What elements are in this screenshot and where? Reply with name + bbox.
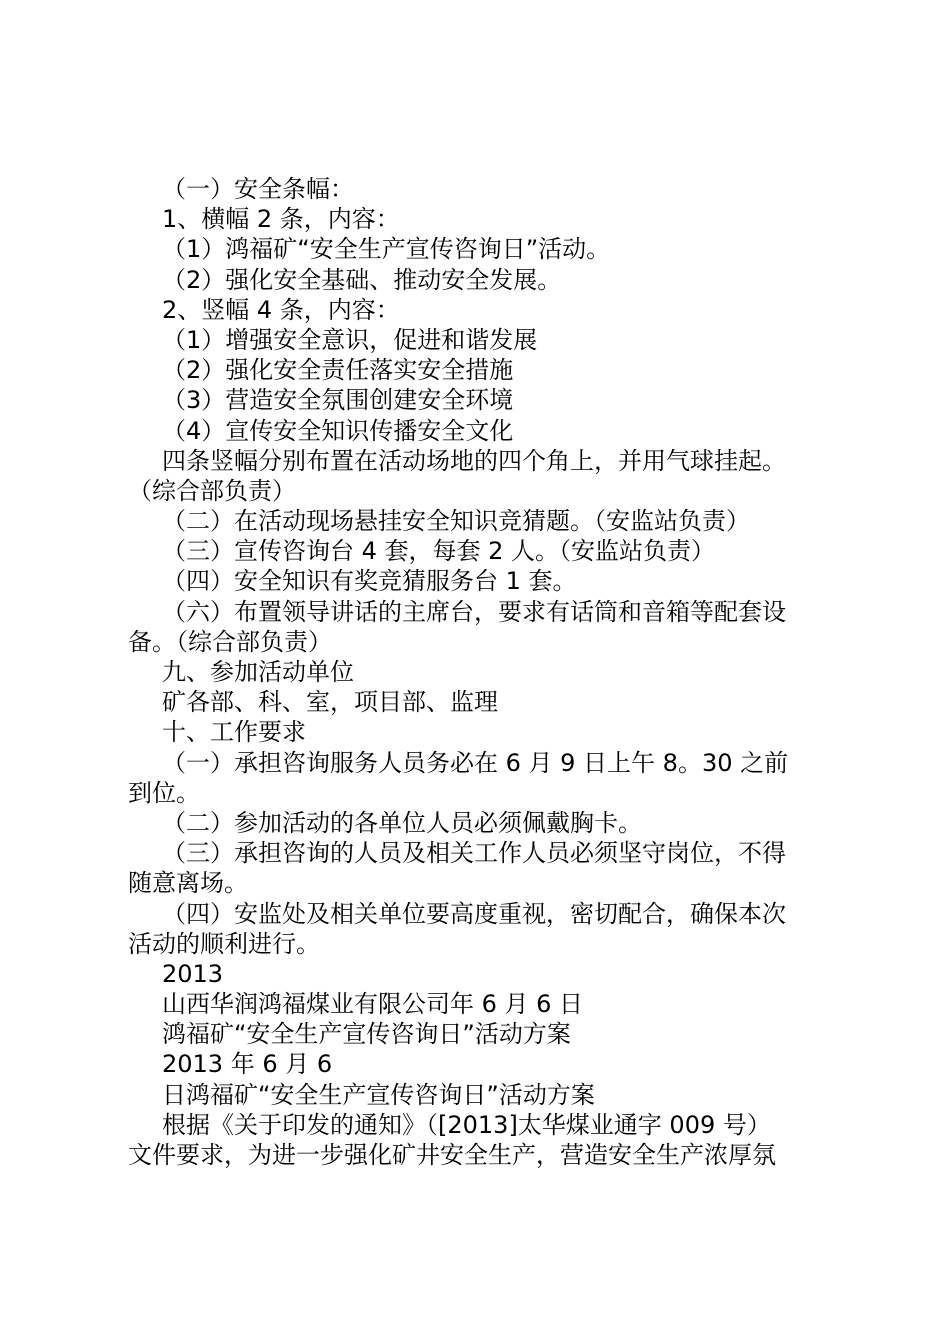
- company-date-line: 山西华润鸿福煤业有限公司年 6 月 6 日: [162, 990, 584, 1019]
- text-line: （四）安监处及相关单位要高度重视，密切配合，确保本次: [162, 899, 786, 928]
- text-line: （1）鸿福矿“安全生产宣传咨询日”活动。: [162, 235, 611, 264]
- text-line: 文件要求，为进一步强化矿井安全生产，营造安全生产浓厚氛: [128, 1141, 776, 1169]
- text-line: 矿各部、科、室，项目部、监理: [162, 688, 498, 717]
- text-line: 1、横幅 2 条，内容：: [162, 205, 400, 234]
- text-line: 随意离场。: [128, 869, 248, 898]
- text-line: （3）营造安全氛围创建安全环境: [162, 386, 514, 415]
- text-line: 到位。: [128, 778, 200, 807]
- text-line: （三）宣传咨询台 4 套，每套 2 人。（安监站负责）: [162, 537, 716, 566]
- date-line: 2013 年 6 月 6: [162, 1050, 333, 1079]
- text-line: （二）在活动现场悬挂安全知识竞猜题。（安监站负责）: [162, 507, 750, 536]
- year-line: 2013: [162, 959, 224, 988]
- text-line: （二）参加活动的各单位人员必须佩戴胸卡。: [162, 808, 642, 837]
- text-line: （2）强化安全基础、推动安全发展。: [162, 265, 562, 294]
- text-line: 活动的顺利进行。: [128, 929, 320, 958]
- section-heading: 十、工作要求: [162, 718, 306, 747]
- text-line: 根据《关于印发的通知》（[2013]太华煤业通字 009 号）: [162, 1110, 771, 1139]
- text-line: （4）宣传安全知识传播安全文化: [162, 416, 514, 445]
- text-line: （1）增强安全意识，促进和谐发展: [162, 325, 538, 354]
- text-line: （六）布置领导讲话的主席台，要求有话筒和音箱等配套设: [162, 597, 786, 626]
- text-line: （四）安全知识有奖竞猜服务台 1 套。: [162, 567, 577, 596]
- document-title-line: 日鸿福矿“安全生产宣传咨询日”活动方案: [162, 1080, 595, 1109]
- text-line: 备。（综合部负责）: [128, 627, 332, 656]
- document-body: [128, 174, 828, 1170]
- text-line: （综合部负责）: [128, 476, 296, 505]
- text-line: 2、竖幅 4 条，内容：: [162, 295, 400, 324]
- text-line: （一）安全条幅：: [162, 175, 354, 203]
- text-line: （2）强化安全责任落实安全措施: [162, 356, 514, 385]
- text-line: （三）承担咨询的人员及相关工作人员必须坚守岗位，不得: [162, 839, 786, 868]
- text-line: （一）承担咨询服务人员务必在 6 月 9 日上午 8。30 之前: [162, 748, 789, 777]
- document-title-line: 鸿福矿“安全生产宣传咨询日”活动方案: [162, 1020, 571, 1049]
- text-line: 四条竖幅分别布置在活动场地的四个角上，并用气球挂起。: [162, 446, 786, 475]
- section-heading: 九、参加活动单位: [162, 658, 354, 686]
